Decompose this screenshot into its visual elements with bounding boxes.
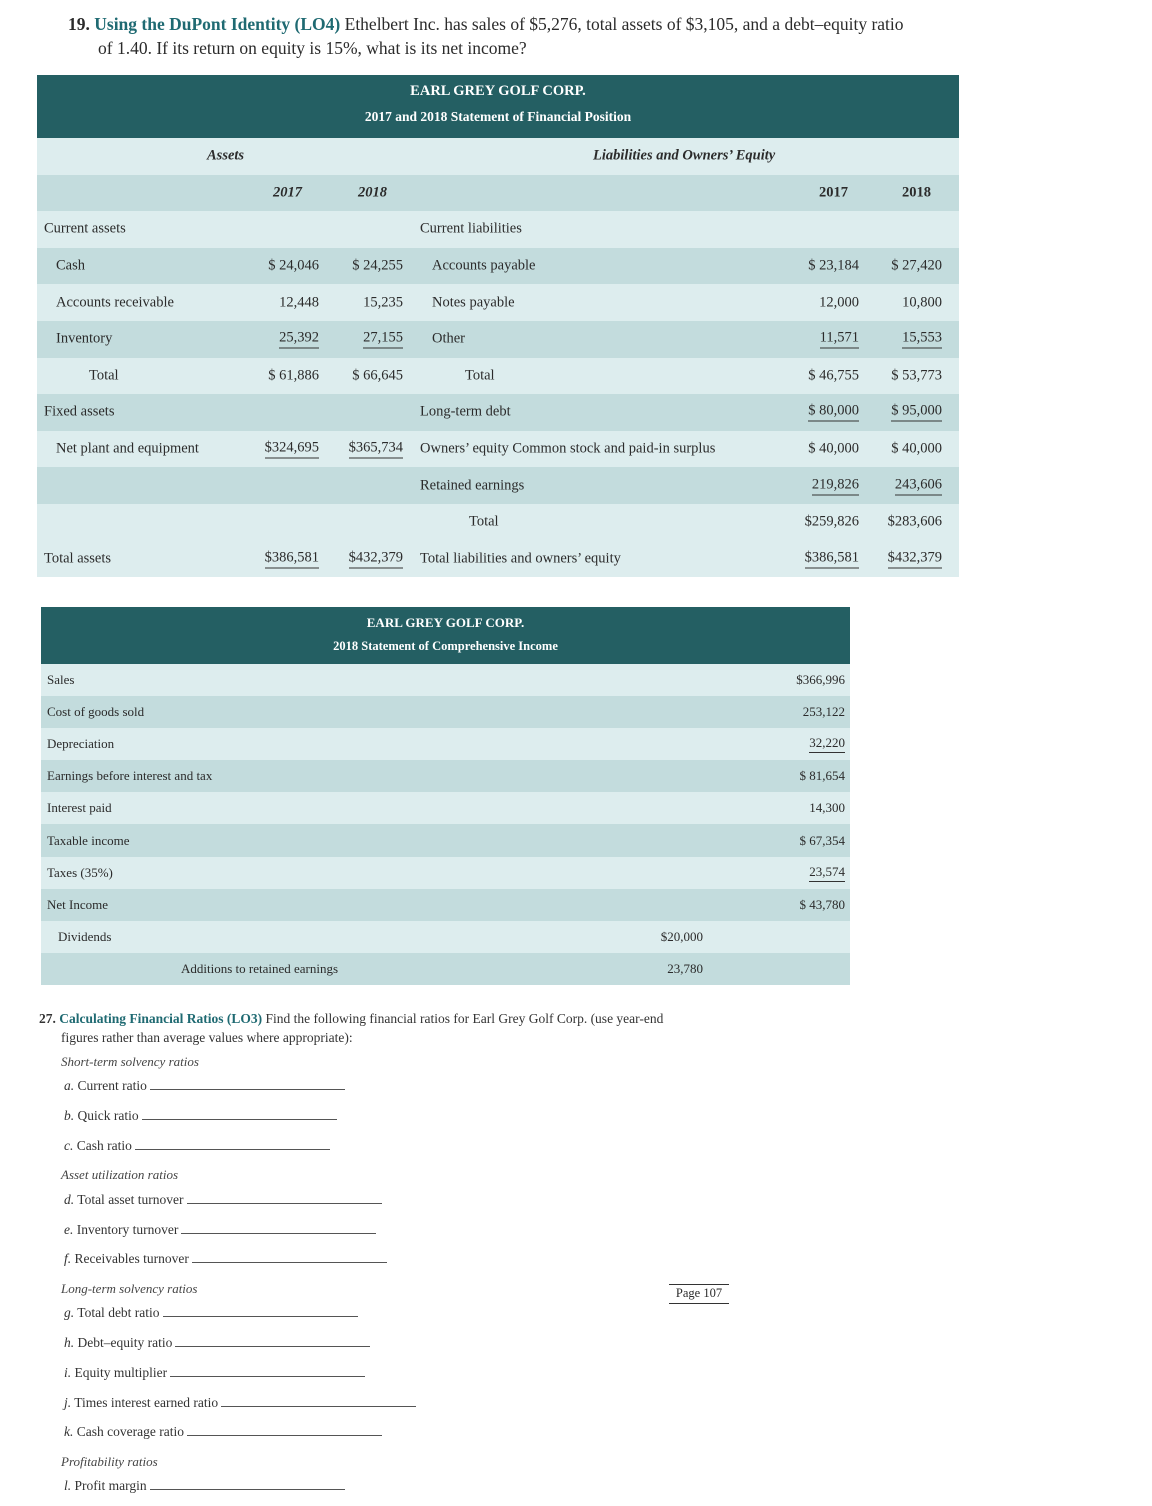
ratio-item (64, 1222, 376, 1238)
income-label: Taxes (35%) (47, 864, 113, 880)
question-text: Find the following financial ratios for Earl Grey Golf Corp. (use year-end (265, 1011, 664, 1026)
ratio-label: Inventory turnover (76, 1222, 179, 1237)
section-heading-row (37, 138, 959, 175)
question-title: Calculating Financial Ratios (LO3) (59, 1011, 263, 1026)
ratio-item (64, 1424, 382, 1440)
ratio-item (64, 1192, 382, 1208)
asset-label: Fixed assets (44, 403, 115, 420)
asset-value-2017: 12,448 (279, 294, 319, 311)
income-statement-row (41, 664, 850, 696)
liability-value-2017: $ 23,184 (808, 257, 859, 274)
liability-value-2018: $ 40,000 (891, 440, 942, 457)
ratio-item (64, 1138, 330, 1154)
ratio-item (64, 1335, 370, 1351)
balance-sheet-row (37, 394, 959, 431)
asset-value-2018: 27,155 (363, 330, 403, 349)
ratio-label: Current ratio (77, 1078, 147, 1093)
ratio-item (64, 1478, 345, 1494)
liab-year-2018: 2018 (902, 184, 931, 201)
income-value: 253,122 (802, 704, 845, 720)
asset-value-2018: $ 66,645 (352, 367, 403, 384)
ratio-label: Receivables turnover (74, 1251, 189, 1266)
liability-value-2018: 243,606 (895, 476, 942, 495)
liability-value-2018: $283,606 (887, 513, 942, 530)
liability-label: Retained earnings (420, 477, 525, 494)
balance-sheet-row (37, 248, 959, 285)
question-text-line2: of 1.40. If its return on equity is 15%, what is its net income? (98, 38, 527, 58)
liability-value-2018: $ 27,420 (891, 257, 942, 274)
question-number: 27. (39, 1011, 56, 1026)
ratio-label: Cash coverage ratio (76, 1424, 184, 1439)
liability-label: Owners’ equity Common stock and paid-in surplus (420, 440, 716, 457)
balance-sheet-row (37, 358, 959, 395)
income-statement-row (41, 953, 850, 985)
ratio-item (64, 1251, 387, 1267)
income-value: $366,996 (796, 672, 845, 688)
income-statement-row (41, 728, 850, 760)
income-label: Sales (47, 672, 75, 688)
liability-value-2017: 219,826 (812, 476, 859, 495)
income-label: Earnings before interest and tax (47, 768, 213, 784)
answer-blank-line[interactable] (170, 1376, 365, 1377)
ratio-letter: i. (64, 1365, 72, 1380)
income-label: Taxable income (47, 832, 130, 848)
liability-label: Current liabilities (420, 220, 522, 237)
asset-value-2018: 15,235 (363, 294, 403, 311)
answer-blank-line[interactable] (163, 1316, 358, 1317)
ratio-item (64, 1108, 337, 1124)
balance-sheet-row (37, 541, 959, 578)
answer-blank-line[interactable] (150, 1089, 345, 1090)
income-statement-row (41, 889, 850, 921)
ratio-label: Total asset turnover (77, 1192, 184, 1207)
asset-value-2018: $365,734 (349, 440, 403, 459)
income-statement-header (41, 607, 850, 664)
income-label: Interest paid (47, 800, 112, 816)
liability-value-2018: $ 53,773 (891, 367, 942, 384)
answer-blank-line[interactable] (187, 1203, 382, 1204)
balance-sheet-row (37, 504, 959, 541)
answer-blank-line[interactable] (135, 1149, 330, 1150)
ratio-letter: l. (64, 1478, 72, 1493)
income-statement-row (41, 921, 850, 953)
ratio-category-heading: Asset utilization ratios (61, 1167, 179, 1182)
answer-blank-line[interactable] (221, 1406, 416, 1407)
asset-value-2017: $386,581 (265, 549, 319, 568)
statement-title: 2017 and 2018 Statement of Financial Position (364, 109, 632, 124)
liability-value-2018: $ 95,000 (891, 403, 942, 422)
ratio-item (64, 1305, 358, 1321)
ratio-item (64, 1078, 345, 1094)
ratio-letter: h. (64, 1335, 75, 1350)
company-name: EARL GREY GOLF CORP. (366, 615, 525, 630)
liability-value-2018: 10,800 (902, 294, 942, 311)
statement-title: 2018 Statement of Comprehensive Income (333, 639, 558, 653)
ratio-letter: f. (64, 1251, 72, 1266)
ratio-label: Profit margin (74, 1478, 147, 1493)
ratio-letter: g. (64, 1305, 75, 1320)
question-19 (68, 12, 1128, 60)
liability-label: Accounts payable (432, 257, 536, 274)
liability-label: Total (465, 367, 495, 384)
answer-blank-line[interactable] (175, 1346, 370, 1347)
answer-blank-line[interactable] (142, 1119, 337, 1120)
balance-sheet-row (37, 284, 959, 321)
ratio-label: Quick ratio (77, 1108, 139, 1123)
liability-value-2017: $ 40,000 (808, 440, 859, 457)
year-heading-row (37, 175, 959, 212)
asset-label: Total assets (44, 550, 112, 567)
income-value: 32,220 (809, 735, 845, 753)
asset-value-2018: $ 24,255 (352, 257, 403, 274)
liability-value-2017: $ 80,000 (808, 403, 859, 422)
balance-sheet-row (37, 211, 959, 248)
company-name: EARL GREY GOLF CORP. (410, 83, 586, 99)
income-statement-row (41, 760, 850, 792)
liability-value-2017: $386,581 (805, 549, 859, 568)
liability-label: Total liabilities and owners’ equity (420, 550, 621, 567)
answer-blank-line[interactable] (150, 1489, 345, 1490)
liab-year-2017: 2017 (819, 184, 848, 201)
liability-value-2017: 11,571 (820, 330, 859, 349)
question-title: Using the DuPont Identity (LO4) (94, 14, 341, 34)
asset-label: Net plant and equipment (56, 440, 199, 457)
asset-label: Current assets (44, 220, 126, 237)
income-value: $20,000 (660, 928, 703, 944)
liabilities-heading: Liabilities and Owners’ Equity (593, 147, 776, 164)
ratio-item (64, 1365, 365, 1381)
balance-sheet (37, 75, 959, 577)
ratio-label: Total debt ratio (77, 1305, 160, 1320)
income-statement-row (41, 792, 850, 824)
balance-sheet-row (37, 467, 959, 504)
asset-label: Inventory (56, 330, 113, 347)
ratio-item (64, 1395, 416, 1411)
answer-blank-line[interactable] (192, 1262, 387, 1263)
asset-label: Total (89, 367, 119, 384)
liability-label: Long-term debt (420, 403, 511, 420)
income-statement (41, 607, 850, 985)
ratio-letter: b. (64, 1108, 75, 1123)
liability-label: Total (469, 513, 499, 530)
asset-value-2017: 25,392 (279, 330, 319, 349)
ratio-category-heading: Profitability ratios (61, 1454, 158, 1469)
question-text: Ethelbert Inc. has sales of $5,276, total assets of $3,105, and a debt–equity ratio (344, 14, 904, 34)
ratio-label: Times interest earned ratio (74, 1395, 219, 1410)
liability-value-2017: $259,826 (804, 513, 859, 530)
ratio-letter: a. (64, 1078, 75, 1093)
asset-value-2018: $432,379 (349, 549, 403, 568)
answer-blank-line[interactable] (187, 1435, 382, 1436)
income-label: Cost of goods sold (47, 704, 145, 720)
income-label: Additions to retained earnings (181, 960, 339, 976)
answer-blank-line[interactable] (181, 1233, 376, 1234)
ratio-letter: k. (64, 1424, 74, 1439)
asset-label: Accounts receivable (56, 294, 174, 311)
balance-sheet-row (37, 321, 959, 358)
income-value: $ 43,780 (799, 896, 845, 912)
liability-label: Other (432, 330, 466, 347)
ratio-label: Cash ratio (76, 1138, 132, 1153)
ratio-category-heading: Long-term solvency ratios (61, 1281, 198, 1296)
ratio-label: Debt–equity ratio (77, 1335, 173, 1350)
liability-value-2018: $432,379 (888, 549, 942, 568)
income-statement-row (41, 696, 850, 728)
ratio-letter: e. (64, 1222, 74, 1237)
question-text-line2: figures rather than average values where appropriate): (61, 1030, 353, 1045)
ratio-category-heading: Short-term solvency ratios (61, 1054, 199, 1069)
asset-value-2017: $324,695 (265, 440, 319, 459)
liability-value-2017: 12,000 (819, 294, 859, 311)
income-statement-row (41, 824, 850, 856)
question-19-line1 (68, 12, 1128, 36)
ratio-label: Equity multiplier (74, 1365, 168, 1380)
liability-value-2017: $ 46,755 (808, 367, 859, 384)
income-label: Dividends (58, 928, 112, 944)
ratio-letter: j. (64, 1395, 72, 1410)
asset-value-2017: $ 24,046 (268, 257, 319, 274)
income-value: $ 67,354 (799, 832, 845, 848)
assets-heading: Assets (207, 147, 245, 164)
income-value: 23,780 (667, 960, 703, 976)
income-label: Depreciation (47, 736, 115, 752)
income-value: 23,574 (809, 864, 845, 882)
page-number-label: Page 107 (669, 1284, 729, 1304)
question-number: 19. (68, 14, 90, 34)
liability-label: Notes payable (432, 294, 515, 311)
assets-year-2017: 2017 (273, 184, 302, 201)
income-statement-row (41, 857, 850, 889)
assets-year-2018: 2018 (358, 184, 387, 201)
asset-label: Cash (56, 257, 85, 274)
ratio-letter: d. (64, 1192, 75, 1207)
income-value: 14,300 (809, 800, 845, 816)
ratio-letter: c. (64, 1138, 74, 1153)
liability-value-2018: 15,553 (902, 330, 942, 349)
income-label: Net Income (47, 896, 109, 912)
balance-sheet-header (37, 75, 959, 138)
balance-sheet-row (37, 431, 959, 468)
question-27-line1 (39, 1009, 739, 1028)
income-value: $ 81,654 (799, 768, 845, 784)
asset-value-2017: $ 61,886 (268, 367, 319, 384)
